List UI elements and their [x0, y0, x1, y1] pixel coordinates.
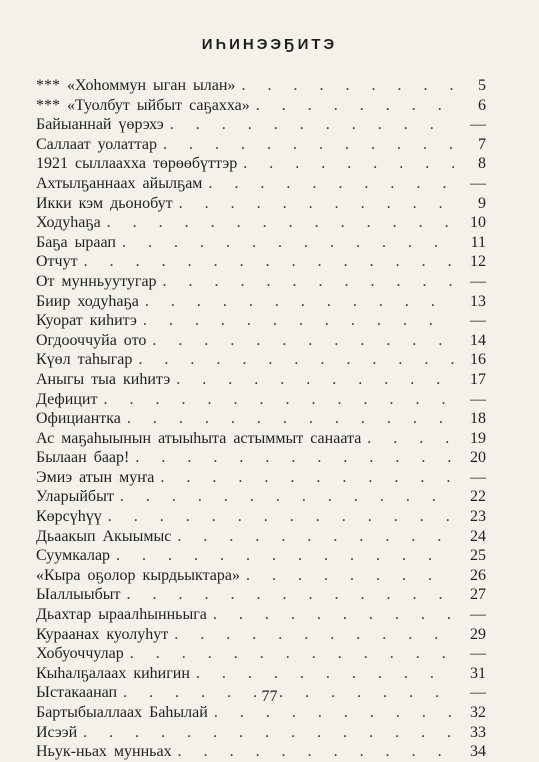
toc-entry: [36, 566, 486, 586]
toc-entry-page: 12: [470, 253, 486, 271]
dot-leader: [160, 468, 454, 488]
toc-entry-title: Биир ходуһаҕа: [36, 292, 139, 310]
toc-entry-title: Дефицит: [36, 390, 98, 408]
toc-entry: [36, 664, 486, 684]
dot-leader: [116, 546, 454, 566]
dot-leader: [177, 527, 454, 547]
dot-leader: [107, 213, 454, 233]
toc-entry-page: 20: [470, 449, 486, 467]
toc-entry-page: 18: [470, 410, 486, 428]
toc-entry: [36, 292, 486, 312]
toc-entry-title: «Кыра оҕолор кырдьыктара»: [36, 566, 240, 584]
toc-entry-page: 19: [470, 429, 486, 447]
dot-leader: [196, 664, 454, 684]
toc-entry-page: 23: [470, 508, 486, 526]
toc-entry-page: —: [470, 272, 486, 290]
dot-leader: [83, 723, 454, 743]
toc-entry-page: —: [470, 468, 486, 486]
dot-leader: [241, 76, 454, 96]
toc-entry-page: 29: [470, 625, 486, 643]
toc-entry-page: 31: [470, 664, 486, 682]
toc-entry-title: Баҕа ыраап: [36, 233, 116, 251]
toc-entry-title: Аныгы тыа киһитэ: [36, 370, 171, 388]
toc-entry: [36, 272, 486, 292]
dot-leader: [243, 154, 454, 174]
toc-entry-title: Кураанах куолуһут: [36, 625, 169, 643]
toc-entry: [36, 135, 486, 155]
dot-leader: [170, 115, 454, 135]
dot-leader: [135, 448, 454, 468]
toc-entry-title: Хобуоччулар: [36, 645, 124, 663]
toc-entry: [36, 194, 486, 214]
dot-leader: [122, 233, 454, 253]
toc-entry-page: 33: [470, 723, 486, 741]
toc-entry: [36, 370, 486, 390]
toc-entry-title: *** «Туолбут ыйбыт саҕахха»: [36, 96, 250, 114]
toc-entry-title: Көрсүһүү: [36, 508, 102, 526]
toc-entry: [36, 174, 486, 194]
toc-entry-title: Дьахтар ыраалһынньыга: [36, 606, 207, 624]
page-number: 77: [261, 688, 278, 705]
dot-leader: [179, 194, 454, 214]
dot-leader: [143, 311, 454, 331]
table-of-contents: [36, 76, 486, 762]
dot-leader: [367, 429, 454, 449]
toc-entry: [36, 742, 486, 762]
toc-entry-title: Былаан баар!: [36, 449, 130, 467]
toc-entry-title: Дьаакып Акыымыс: [36, 527, 172, 545]
toc-entry-page: 9: [478, 194, 486, 212]
toc-entry-title: Бартыбыаллаах Баһылай: [36, 704, 208, 721]
toc-entry-page: 27: [470, 586, 486, 604]
toc-entry-page: 11: [470, 233, 486, 251]
toc-entry-page: —: [470, 312, 486, 330]
toc-entry: [36, 507, 486, 527]
toc-entry: [36, 350, 486, 370]
dot-leader: [174, 625, 454, 645]
toc-entry-page: —: [470, 684, 486, 702]
toc-entry-title: Ньук-ньах мунньах: [36, 743, 172, 761]
dot-leader: [145, 292, 454, 312]
toc-entry-title: Эмиэ атын муҥа: [36, 468, 155, 486]
dot-leader: [213, 605, 454, 625]
toc-entry: [36, 625, 486, 645]
toc-entry: [36, 252, 486, 272]
toc-entry-title: Исээй: [36, 723, 78, 741]
toc-entry-title: Суумкалар: [36, 547, 111, 565]
toc-entry: [36, 527, 486, 547]
toc-entry-page: 10: [470, 214, 486, 232]
toc-entry-page: 5: [478, 77, 486, 94]
dot-leader: [127, 409, 454, 429]
toc-entry-title: Ахтылҕаннаах айылҕам: [36, 174, 203, 192]
toc-entry-title: Ходуһаҕа: [36, 214, 101, 232]
toc-entry-page: 34: [470, 743, 486, 761]
toc-entry-title: Отчут: [36, 253, 78, 271]
dot-leader: [130, 644, 454, 664]
toc-entry-page: 7: [478, 135, 486, 153]
dot-leader: [127, 585, 454, 605]
toc-entry-title: Байыаннай үөрэхэ: [36, 116, 164, 134]
toc-entry-page: —: [470, 645, 486, 663]
toc-entry: [36, 487, 486, 507]
dot-leader: [163, 272, 454, 292]
toc-entry-title: Күөл таһыгар: [36, 351, 133, 369]
dot-leader: [163, 135, 454, 155]
toc-entry-title: *** «Хоһоммун ыган ылан»: [36, 77, 236, 94]
toc-entry: [36, 409, 486, 429]
toc-entry: [36, 546, 486, 566]
page-title: ИҺИНЭЭҔИТЭ: [201, 36, 338, 53]
toc-entry-page: 16: [470, 351, 486, 369]
dot-leader: [138, 350, 454, 370]
toc-entry-title: Икки кэм дьонобут: [36, 194, 173, 212]
dot-leader: [256, 96, 454, 116]
toc-entry-title: Ас маҕаһыынын атыыһыта астыммыт санаата: [36, 429, 362, 447]
toc-entry: [36, 605, 486, 625]
toc-entry-title: Ыстакаанап: [36, 684, 118, 702]
toc-entry-page: —: [470, 390, 486, 408]
toc-entry: [36, 76, 486, 96]
toc-entry-page: —: [470, 174, 486, 192]
toc-entry: [36, 96, 486, 116]
toc-entry-page: 8: [478, 155, 486, 173]
dot-leader: [84, 252, 454, 272]
toc-entry-page: 25: [470, 547, 486, 565]
toc-entry-page: 13: [470, 292, 486, 310]
toc-entry-page: 32: [470, 704, 486, 721]
toc-entry-title: 1921 сыллаахха төрөөбүттэр: [36, 155, 238, 173]
dot-leader: [178, 742, 454, 762]
toc-entry: [36, 331, 486, 351]
dot-leader: [208, 174, 454, 194]
toc-entry-title: Официантка: [36, 410, 121, 428]
toc-entry-page: 6: [478, 96, 486, 114]
toc-entry: [36, 233, 486, 253]
dot-leader: [176, 370, 454, 390]
toc-entry: [36, 585, 486, 605]
toc-entry: [36, 154, 486, 174]
toc-entry: [36, 468, 486, 488]
toc-entry-page: 17: [470, 370, 486, 388]
dot-leader: [103, 390, 454, 410]
toc-entry: [36, 115, 486, 135]
toc-entry-page: 14: [470, 331, 486, 349]
toc-entry-page: —: [470, 116, 486, 134]
toc-entry-title: Саллаат уолаттар: [36, 135, 158, 153]
toc-entry-title: Кыһалҕалаах киһигин: [36, 664, 190, 682]
toc-entry: [36, 213, 486, 233]
toc-entry-page: —: [470, 606, 486, 624]
toc-entry: [36, 448, 486, 468]
dot-leader: [246, 566, 454, 586]
toc-entry-page: 26: [470, 566, 486, 584]
toc-entry-title: От мунньуутугар: [36, 272, 157, 290]
toc-entry: [36, 723, 486, 743]
toc-entry: [36, 390, 486, 410]
toc-entry-title: Ыаллыыбыт: [36, 586, 121, 604]
toc-entry: [36, 429, 486, 449]
dot-leader: [108, 507, 454, 527]
toc-entry-title: Куорат киһитэ: [36, 312, 137, 330]
toc-entry: [36, 311, 486, 331]
dot-leader: [120, 487, 454, 507]
toc-entry: [36, 644, 486, 664]
toc-entry-page: 24: [470, 527, 486, 545]
toc-entry-title: Уларыйбыт: [36, 488, 114, 506]
toc-entry-page: 22: [470, 488, 486, 506]
toc-entry-title: Огдооччуйа ото: [36, 331, 147, 349]
dot-leader: [152, 331, 454, 351]
